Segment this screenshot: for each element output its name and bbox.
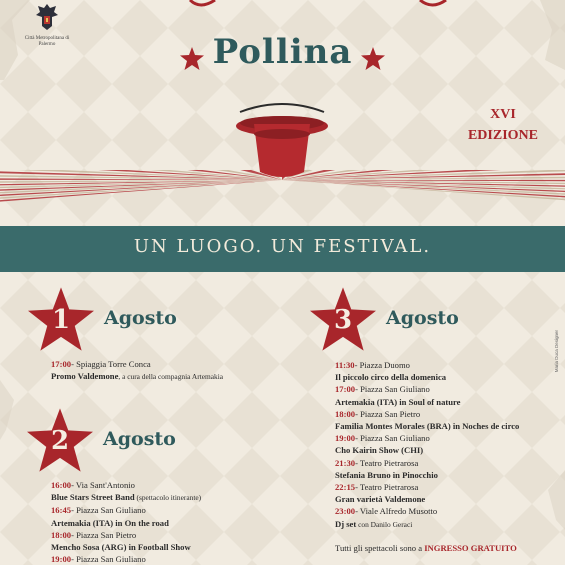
- free-entry-line: [335, 542, 550, 554]
- event-line-title: Promo Valdemone, a cura della compagnia Artemakia: [51, 371, 224, 382]
- edition-label: [468, 104, 538, 146]
- edition-word: EDIZIONE: [467, 128, 538, 143]
- day-2-events: 16:00- Via Sant'Antonio Blue Stars Street Band (spettacolo itinerante) 16:45- Piazza San Giuliano Artemakia (ITA) in On the road 18:00- Piazza San Pietro Mencho Sosa (ARG) in Football Show 19:00- Piazza San Giuliano: [51, 480, 202, 565]
- page-title: Pollina: [212, 32, 353, 72]
- free-entry-prefix: Tutti gli spettacoli sono a: [335, 542, 425, 553]
- star-right-icon: [361, 47, 385, 70]
- day-1-header: [28, 287, 188, 353]
- day-number: 2: [50, 426, 70, 456]
- eagle-crest-icon: [34, 2, 60, 32]
- day-3-header: [310, 287, 480, 353]
- top-hat-icon: [232, 100, 334, 182]
- day-2-header: [27, 408, 187, 474]
- day-month: Agosto: [103, 428, 176, 450]
- edition-number: XVI: [490, 107, 516, 122]
- day-number: 3: [333, 305, 353, 335]
- logo-caption: Città Metropolitana di Palermo: [24, 36, 70, 47]
- day-month: Agosto: [104, 307, 177, 329]
- free-entry-highlight: INGRESSO GRATUITO: [424, 542, 517, 553]
- day-1-events: [51, 358, 291, 383]
- day-number: 1: [51, 305, 71, 335]
- day-month: Agosto: [386, 307, 459, 329]
- designer-credit: Maria Duca Designer: [554, 330, 559, 373]
- banner-slogan: UN LUOGO. UN FESTIVAL.: [133, 236, 432, 257]
- day-3-events: 11:30- Piazza Duomo Il piccolo circo della domenica 17:00- Piazza San Giuliano Artemakia (ITA) in Soul of nature 18:00- Piazza San Pietro Familia Montes Morales (BRA) in Noches de circo 19:00- Piazza San Giuliano Cho Kairin Show (CHI) 21:30- Teatro Pietrarosa Stefania Bruno in Pinocchio 22:15- Teatro Pietrarosa Gran varietà Valdemone 23:00- Viale Alfredo Musotto Dj set con Danilo Geraci Tutti gli spettacoli sono a INGRESSO GRATUITO: [335, 359, 550, 554]
- event-line-time: 17:00- Spiaggia Torre Conca: [51, 359, 151, 369]
